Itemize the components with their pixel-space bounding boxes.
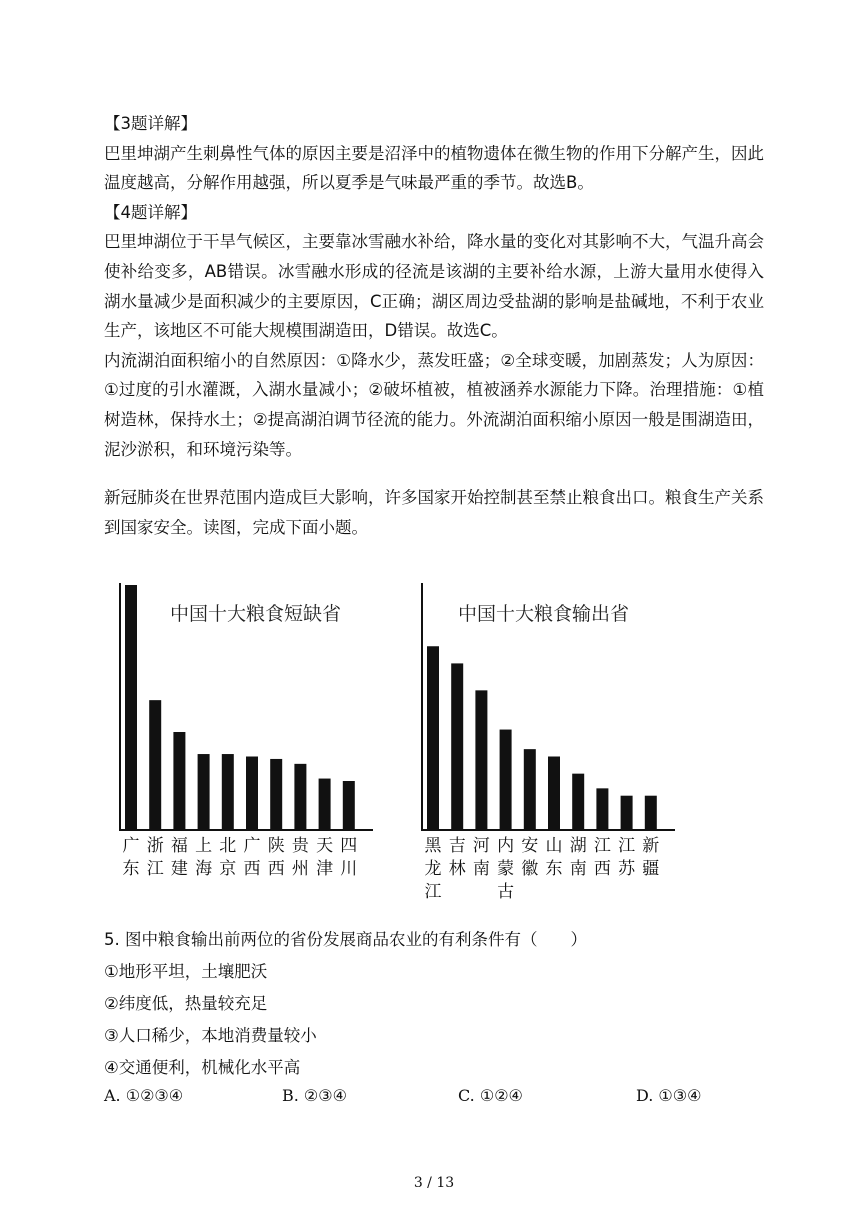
bar-天津	[319, 779, 331, 830]
option-a: A. ①②③④	[104, 1086, 184, 1105]
question-item-3: ③人口稀少，本地消费量较小	[104, 1026, 317, 1045]
bar-湖南	[572, 774, 584, 830]
bar-新疆	[645, 796, 657, 830]
chart-title: 中国十大粮食短缺省	[170, 603, 342, 625]
category-label: 黑龙江	[424, 836, 442, 902]
bar-贵州	[294, 764, 306, 830]
bar-安徽	[524, 749, 536, 830]
category-label: 上海	[195, 836, 213, 879]
category-label: 安徽	[521, 836, 539, 879]
bar-福建	[173, 732, 185, 830]
explanation-q4: 巴里坤湖位于干旱气候区，主要靠冰雪融水补给，降水量的变化对其影响不大，气温升高会使补给变多，AB错误。冰雪融水形成的径流是该湖的主要补给水源，上游大量用水使得入湖水量减少是面积减少的主要原因，C正确；湖区周边受盐湖的影响是盐碱地，不利于农业生产，该地区不可能大规模围湖造田，D错误。故选C。	[104, 232, 764, 341]
explanation-q3: 巴里坤湖产生刺鼻性气体的原因主要是沼泽中的植物遗体在微生物的作用下分解产生，因此温度越高，分解作用越强，所以夏季是气味最严重的季节。故选B。	[104, 143, 764, 193]
category-label: 四川	[340, 836, 358, 879]
intro-section	[104, 483, 764, 542]
category-label: 贵州	[291, 836, 309, 879]
bar-陕西	[270, 759, 282, 830]
option-b: B. ②③④	[282, 1086, 347, 1105]
chart-title: 中国十大粮食输出省	[458, 603, 630, 625]
bar-内蒙古	[500, 730, 512, 830]
category-label: 浙江	[146, 836, 164, 879]
chart-grain-export-svg	[412, 583, 702, 903]
bar-上海	[198, 754, 210, 830]
question-item-1: ①地形平坦，土壤肥沃	[104, 962, 268, 981]
explanation-section	[104, 109, 764, 464]
bar-江西	[596, 788, 608, 830]
bar-广东	[125, 585, 137, 830]
bar-江苏	[621, 796, 633, 830]
page-number: 3 / 13	[413, 1175, 455, 1191]
category-label: 山东	[545, 836, 563, 879]
category-label: 江西	[593, 836, 611, 879]
category-label: 天津	[316, 836, 334, 879]
question-item-2: ②纬度低，热量较充足	[104, 994, 268, 1013]
bar-河南	[475, 690, 487, 830]
bar-吉林	[451, 663, 463, 830]
question-stem: 5. 图中粮食输出前两位的省份发展商品农业的有利条件有（ ）	[104, 930, 587, 949]
category-label: 湖南	[569, 836, 587, 879]
category-label: 河南	[472, 836, 490, 879]
heading-q4: 【4题详解】	[104, 202, 197, 222]
chart-grain-export	[412, 583, 702, 903]
heading-q3: 【3题详解】	[104, 114, 197, 133]
category-label: 江苏	[618, 836, 636, 879]
question-item-4: ④交通便利，机械化水平高	[104, 1058, 301, 1077]
bar-四川	[343, 781, 355, 830]
category-label: 广西	[243, 836, 261, 879]
chart-grain-shortage	[110, 583, 400, 903]
option-d: D. ①③④	[636, 1086, 702, 1105]
intro-text: 新冠肺炎在世界范围内造成巨大影响，许多国家开始控制甚至禁止粮食出口。粮食生产关系到国家安全。读图，完成下面小题。	[104, 488, 764, 537]
category-label: 新疆	[642, 836, 660, 879]
category-label: 福建	[170, 836, 188, 879]
category-label: 广东	[122, 836, 140, 879]
category-label: 陕西	[267, 836, 285, 879]
category-label: 北京	[219, 836, 237, 879]
bar-北京	[222, 754, 234, 830]
option-c: C. ①②④	[458, 1086, 523, 1105]
category-label: 内蒙古	[497, 836, 515, 902]
chart-grain-shortage-svg	[110, 583, 400, 903]
bar-山东	[548, 757, 560, 831]
bar-广西	[246, 757, 258, 831]
lake-summary: 内流湖泊面积缩小的自然原因：①降水少，蒸发旺盛；②全球变暖，加剧蒸发；人为原因：①过度的引水灌溉，入湖水量减小；②破坏植被，植被涵养水源能力下降。治理措施：①植树造林，保持水土；②提高湖泊调节径流的能力。外流湖泊面积缩小原因一般是围湖造田，泥沙淤积，和环境污染等。	[104, 350, 764, 459]
bar-黑龙江	[427, 646, 439, 830]
bar-浙江	[149, 700, 161, 830]
category-label: 吉林	[448, 836, 466, 879]
